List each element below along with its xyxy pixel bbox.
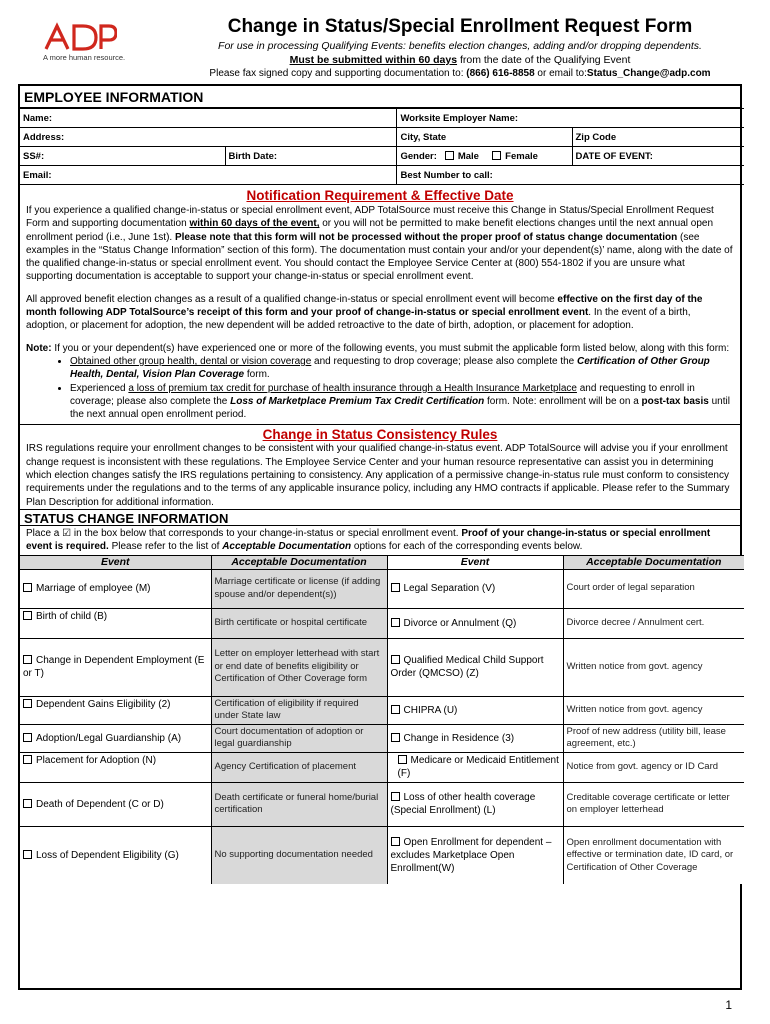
event-left[interactable] xyxy=(20,608,211,638)
event-checkbox[interactable] xyxy=(391,837,400,846)
event-checkbox[interactable] xyxy=(23,850,32,859)
status-change-heading: STATUS CHANGE INFORMATION xyxy=(20,509,740,526)
event-right[interactable] xyxy=(387,782,563,826)
b2-f: post-tax basis xyxy=(641,395,709,407)
event-right[interactable] xyxy=(387,826,563,884)
doc-right: Open enrollment documentation with effective or termination date, ID card, or Certification of Other Coverage xyxy=(563,826,744,884)
col-event-left: Event xyxy=(20,555,211,569)
bullet-other-coverage xyxy=(70,355,734,382)
col-doc-right: Acceptable Documentation xyxy=(563,555,744,569)
events-header-row xyxy=(20,555,744,569)
deadline-notice xyxy=(160,54,760,66)
table-row xyxy=(20,608,744,638)
event-label: Legal Separation (V) xyxy=(403,583,496,595)
event-label: Change in Dependent Employment (E or T) xyxy=(23,655,205,680)
consistency-heading: Change in Status Consistency Rules xyxy=(262,427,498,443)
deadline-bold: Must be submitted within 60 days xyxy=(289,54,458,66)
notification-section xyxy=(20,185,740,421)
table-row xyxy=(20,782,744,826)
doc-left: Certification of eligibility if required under State law xyxy=(211,696,387,724)
b2-d: Loss of Marketplace Premium Tax Credit Certification xyxy=(230,395,485,407)
event-label: Medicare or Medicaid Entitlement (F) xyxy=(397,755,559,780)
event-checkbox[interactable] xyxy=(391,583,400,592)
p1-b: within 60 days of the event, xyxy=(189,218,320,230)
zip-field[interactable]: Zip Code xyxy=(572,128,744,147)
event-label: Divorce or Annulment (Q) xyxy=(403,617,517,629)
table-row xyxy=(20,826,744,884)
event-right[interactable] xyxy=(387,569,563,608)
doc-right: Notice from govt. agency or ID Card xyxy=(563,752,744,782)
b1-c: Certification of Other Group Health, Dental, Vision Plan Coverage xyxy=(70,355,710,381)
event-label: Birth of child (B) xyxy=(36,610,108,622)
p1-e: (see examples in the “Status Change Information” section of this form). The documentation must contain your and/or your dependent(s)’ name, along with the date of the qualified change-in-status or special enrollment event. You should contact the Employee Service Center at (800) 554-1802 if you are unsure what supporting documentation is acceptable to support your change-in-status or special enrollment event. xyxy=(26,231,733,283)
event-checkbox[interactable] xyxy=(23,799,32,808)
event-checkbox[interactable] xyxy=(391,705,400,714)
event-checkbox[interactable] xyxy=(23,755,32,764)
male-label: Male xyxy=(457,150,479,162)
event-label: Change in Residence (3) xyxy=(403,732,515,744)
doc-left: Marriage certificate or license (if adding spouse and/or dependent(s)) xyxy=(211,569,387,608)
b1-a: Obtained other group health, dental or vision coverage xyxy=(70,355,312,367)
intro-c: Please refer to the list of xyxy=(108,541,223,553)
table-row xyxy=(20,638,744,696)
form-title: Change in Status/Special Enrollment Request Form xyxy=(227,16,693,37)
b1-b: and requesting to drop coverage; please also complete the xyxy=(311,355,578,367)
event-label: Loss of other health coverage (Special Enrollment) (L) xyxy=(390,792,536,817)
doc-left: Court documentation of adoption or legal guardianship xyxy=(211,724,387,752)
event-left[interactable] xyxy=(20,826,211,884)
event-checkbox[interactable] xyxy=(398,755,407,764)
table-row xyxy=(20,724,744,752)
event-left[interactable] xyxy=(20,569,211,608)
notification-paragraph-1 xyxy=(26,204,734,284)
female-label: Female xyxy=(505,150,538,162)
logo-tagline: A more human resource. xyxy=(43,53,126,62)
doc-left: Death certificate or funeral home/burial certification xyxy=(211,782,387,826)
event-right[interactable] xyxy=(387,696,563,724)
doc-right: Written notice from govt. agency xyxy=(563,696,744,724)
name-field[interactable]: Name: xyxy=(20,109,397,128)
consistency-section xyxy=(20,424,740,508)
event-label: Dependent Gains Eligibility (2) xyxy=(36,698,171,710)
deadline-rest: from the date of the Qualifying Event xyxy=(457,54,631,66)
adp-logo xyxy=(43,22,155,70)
event-checkbox[interactable] xyxy=(23,611,32,620)
birth-date-field[interactable]: Birth Date: xyxy=(225,147,397,166)
events-table xyxy=(20,555,744,885)
city-state-field[interactable]: City, State xyxy=(397,128,572,147)
doc-right: Written notice from govt. agency xyxy=(563,638,744,696)
b2-g: until the next annual open enrollment period. xyxy=(70,395,730,421)
doc-left: Birth certificate or hospital certificate xyxy=(211,608,387,638)
event-checkbox[interactable] xyxy=(391,792,400,801)
event-right[interactable] xyxy=(387,608,563,638)
event-left[interactable] xyxy=(20,638,211,696)
event-label: Death of Dependent (C or D) xyxy=(36,798,164,810)
page-number: 1 xyxy=(725,998,732,1012)
table-row xyxy=(20,696,744,724)
gender-label: Gender: xyxy=(400,150,437,162)
p2-a: All approved benefit election changes as a result of a qualified change-in-status or special enrollment event will become xyxy=(26,293,558,305)
doc-left: Letter on employer letterhead with start or end date of benefits eligibility or Certification of Other Coverage form xyxy=(211,638,387,696)
intro-b: Proof of your change-in-status or special enrollment event is required. xyxy=(26,527,711,553)
employee-info-heading: EMPLOYEE INFORMATION xyxy=(20,86,740,108)
table-row xyxy=(20,752,744,782)
b2-a: Experienced xyxy=(70,382,129,394)
note-paragraph xyxy=(26,342,734,355)
address-field[interactable]: Address: xyxy=(20,128,397,147)
event-right[interactable] xyxy=(387,752,563,782)
b2-e: form. Note: enrollment will be on a xyxy=(484,395,642,407)
doc-right: Divorce decree / Annulment cert. xyxy=(563,608,744,638)
b2-c: and requesting to enroll in coverage; please also complete the xyxy=(70,382,695,407)
event-checkbox[interactable] xyxy=(23,583,32,592)
note-bullets xyxy=(26,355,734,421)
notification-paragraph-2 xyxy=(26,293,734,333)
fax-prefix: Please fax signed copy and supporting documentation to: xyxy=(209,68,467,79)
status-change-intro xyxy=(20,526,740,555)
note-label: Note: xyxy=(26,342,52,354)
event-left[interactable] xyxy=(20,696,211,724)
b2-b: a loss of premium tax credit for purchase of health insurance through a Health Insurance Marketplace xyxy=(128,382,577,394)
employee-info-table xyxy=(20,108,744,185)
email-field[interactable]: Email: xyxy=(20,166,397,185)
event-checkbox[interactable] xyxy=(391,733,400,742)
form-frame xyxy=(18,84,742,990)
event-checkbox[interactable] xyxy=(23,655,32,664)
event-label: CHIPRA (U) xyxy=(403,704,458,716)
consistency-text: IRS regulations require your enrollment changes to be consistent with your qualified change-in-status event. ADP TotalSource will advise you if your enrollment change request is inconsistent with these regulations. The Employee Service Center and your human resource representative can assist you in determining which election changes satisfy the IRS regulations pertaining to consistency. Any application of a permissive change-in-status rule must conform to consistency requirements under the regulations and to the terms of any applicable insurance policy, including any HMO contracts if applicable. Please refer to the Summary Plan Description for additional information. xyxy=(26,443,730,508)
fax-number: (866) 616-8858 xyxy=(466,68,535,79)
gender-field xyxy=(397,147,572,166)
best-number-field[interactable]: Best Number to call: xyxy=(397,166,744,185)
p1-d: Please note that this form will not be processed without the proper proof of status change documentation xyxy=(174,231,678,243)
female-checkbox[interactable] xyxy=(492,151,501,160)
table-row xyxy=(20,569,744,608)
col-doc-left: Acceptable Documentation xyxy=(211,555,387,569)
event-label: Qualified Medical Child Support Order (QMCSO) (Z) xyxy=(390,655,544,680)
p1-c: or you will not be permitted to make benefit elections changes until the next annual open enrollment period (i.e., June 1st). xyxy=(26,218,714,243)
event-left[interactable] xyxy=(20,752,211,782)
event-left[interactable] xyxy=(20,782,211,826)
event-left[interactable] xyxy=(20,724,211,752)
bullet-premium-tax xyxy=(70,382,734,422)
intro-e: options for each of the corresponding events below. xyxy=(351,541,583,553)
p2-c: . In the event of a birth, adoption, or placement for adoption, the new dependent will be added retroactive to the date of birth, adoption, or placement for adoption. xyxy=(26,307,691,332)
form-subtitle: For use in processing Qualifying Events: benefits election changes, adding and/or dropping dependents. xyxy=(218,40,702,52)
doc-right: Court order of legal separation xyxy=(563,569,744,608)
event-label: Placement for Adoption (N) xyxy=(36,754,157,766)
event-checkbox[interactable] xyxy=(391,618,400,627)
doc-left: Agency Certification of placement xyxy=(211,752,387,782)
fax-instructions xyxy=(160,68,760,79)
event-label: Loss of Dependent Eligibility (G) xyxy=(36,849,179,861)
b1-d: form. xyxy=(244,369,270,381)
worksite-field[interactable]: Worksite Employer Name: xyxy=(397,109,744,128)
note-text: If you or your dependent(s) have experienced one or more of the following events, you must submit the applicable form listed below, along with this form: xyxy=(51,342,730,354)
event-right[interactable] xyxy=(387,638,563,696)
fax-mid: or email to: xyxy=(534,68,587,79)
event-checkbox[interactable] xyxy=(23,699,32,708)
p1-a: If you experience a qualified change-in-status or special enrollment event, ADP TotalSource must receive this Change in Status/Special Enrollment Request Form and supporting documentation xyxy=(26,205,714,230)
doc-left: No supporting documentation needed xyxy=(211,826,387,884)
event-checkbox[interactable] xyxy=(23,733,32,742)
doc-right: Creditable coverage certificate or letter on employer letterhead xyxy=(563,782,744,826)
ss-field[interactable]: SS#: xyxy=(20,147,225,166)
event-label: Adoption/Legal Guardianship (A) xyxy=(36,732,182,744)
fax-email[interactable]: Status_Change@adp.com xyxy=(586,68,711,79)
notification-heading: Notification Requirement & Effective Date xyxy=(246,188,514,203)
event-label: Open Enrollment for dependent – excludes Marketplace Open Enrollment(W) xyxy=(390,836,552,874)
col-event-right: Event xyxy=(387,555,563,569)
intro-d: Acceptable Documentation xyxy=(222,541,352,553)
p2-b: effective on the first day of the month following ADP TotalSource’s receipt of this form and your proof of change-in-status or special enrollment event xyxy=(26,293,703,319)
date-of-event-field[interactable]: DATE OF EVENT: xyxy=(572,147,744,166)
doc-right: Proof of new address (utility bill, lease agreement, etc.) xyxy=(563,724,744,752)
event-label: Marriage of employee (M) xyxy=(36,583,151,595)
event-right[interactable] xyxy=(387,724,563,752)
adp-logo-icon xyxy=(43,22,117,52)
intro-a: Place a ☑ in the box below that corresponds to your change-in-status or special enrollment event. xyxy=(26,527,462,539)
event-checkbox[interactable] xyxy=(391,655,400,664)
male-checkbox[interactable] xyxy=(445,151,454,160)
